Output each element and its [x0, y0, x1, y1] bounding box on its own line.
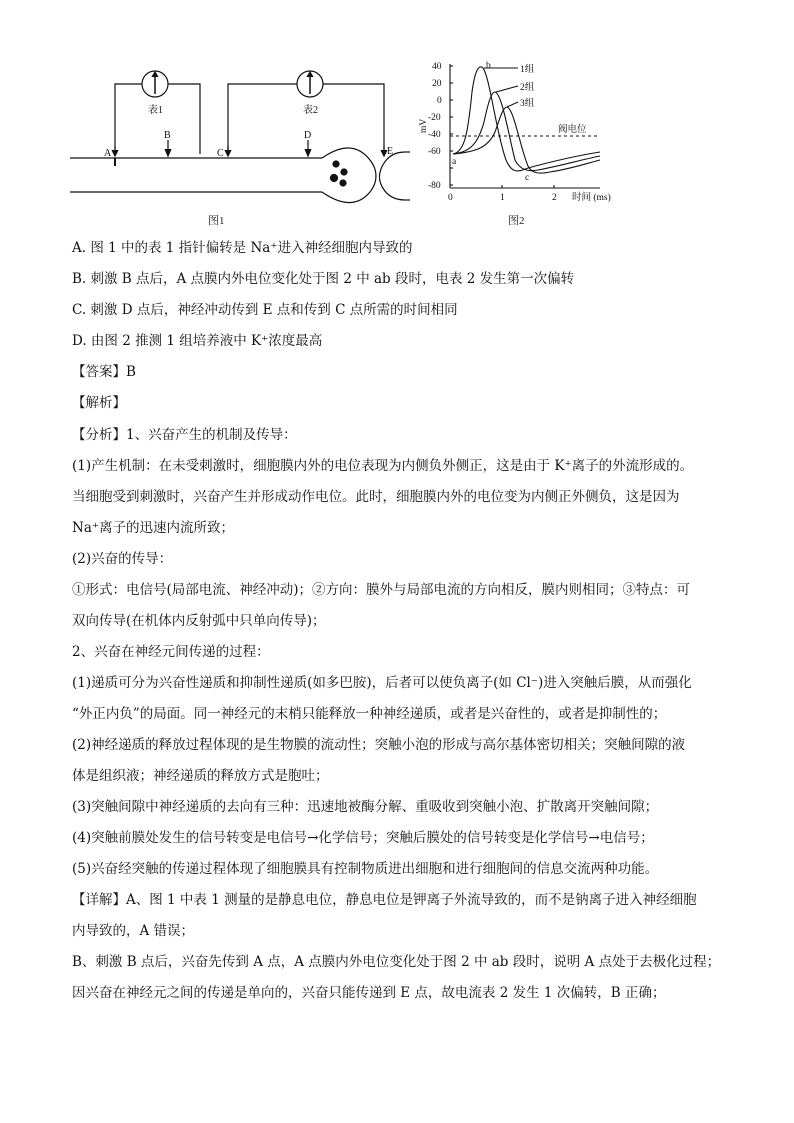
figure-1-caption: 图1: [208, 215, 225, 227]
point-c-label: C: [217, 148, 224, 159]
x-unit-label: 时间 (ms): [572, 193, 611, 203]
analysis-line: 因兴奋在神经元之间的传递是单向的，兴奋只能传递到 E 点，故电流表 2 发生 1 次偏转，B 正确；: [72, 985, 666, 1001]
curve-label-2: 2组: [520, 83, 535, 93]
point-label-c: c: [525, 173, 530, 183]
analysis-line: (4)突触前膜处发生的信号转变是电信号→化学信号；突触后膜处的信号转变是化学信号→电信号；: [72, 830, 654, 846]
meter-2-label: 表2: [303, 105, 318, 116]
y-tick-20: 20: [432, 79, 442, 89]
figures-area: [60, 52, 680, 232]
y-tick-neg80: -80: [428, 181, 441, 191]
option-b: B. 刺激 B 点后，A 点膜内外电位变化处于图 2 中 ab 段时，电表 2 发生第一次偏转: [72, 271, 575, 287]
analysis-line: (3)突触间隙中神经递质的去向有三种：迅速地被酶分解、重吸收到突触小泡、扩散离开突触间隙；: [72, 799, 659, 815]
answer-label: 【答案】: [72, 364, 126, 380]
analysis-line: ①形式：电信号(局部电流、神经冲动)；②方向：膜外与局部电流的方向相反，膜内则相同；③特点：可: [72, 582, 691, 598]
y-tick-neg60: -60: [428, 147, 441, 157]
analysis-line: (1)产生机制：在未受刺激时，细胞膜内外的电位表现为内侧负外侧正，这是由于 K⁺离子的外流形成的。: [72, 458, 694, 474]
analysis-line: (2)兴奋的传导：: [72, 551, 173, 567]
figure-1: [70, 71, 410, 203]
analysis-line: 2、兴奋在神经元间传递的过程：: [72, 644, 270, 660]
analysis-line: (2)神经递质的释放过程体现的是生物膜的流动性；突触小泡的形成与高尔基体密切相关；突触间隙的液: [72, 737, 686, 753]
x-tick-1: 1: [500, 193, 505, 203]
option-d: D. 由图 2 推测 1 组培养液中 K⁺浓度最高: [72, 333, 323, 349]
point-b-label: B: [164, 130, 171, 141]
threshold-label: 阀电位: [558, 125, 587, 135]
y-tick-neg20: -20: [428, 113, 441, 123]
figure-2-caption: 图2: [508, 215, 525, 227]
x-tick-2: 2: [552, 193, 557, 203]
y-tick-neg40: -40: [428, 130, 441, 140]
answer-value: B: [126, 364, 136, 380]
analysis-line: 内导致的，A 错误；: [72, 923, 195, 939]
y-tick-0: 0: [437, 96, 442, 106]
point-a-label: A: [104, 148, 112, 159]
answer-line: [72, 360, 136, 380]
x-tick-0: 0: [448, 193, 453, 203]
analysis-label: 【解析】: [72, 395, 126, 411]
option-a: A. 图 1 中的表 1 指针偏转是 Na⁺进入神经细胞内导致的: [72, 240, 413, 256]
y-tick-40: 40: [432, 62, 442, 72]
point-d-label: D: [304, 130, 312, 141]
analysis-line: 双向传导(在机体内反射弧中只单向传导)；: [72, 613, 326, 629]
point-e-label: E: [387, 146, 394, 157]
point-label-b: b: [486, 61, 491, 71]
curve-label-3: 3组: [520, 99, 535, 109]
meter-1-label: 表1: [148, 105, 163, 116]
curve-label-1: 1组: [520, 65, 535, 75]
analysis-line: (5)兴奋经突触的传递过程体现了细胞膜具有控制物质进出细胞和进行细胞间的信息交流两种功能。: [72, 861, 659, 877]
analysis-line: “外正内负”的局面。同一神经元的末梢只能释放一种神经递质，或者是兴奋性的，或者是抑制性的；: [72, 706, 667, 722]
option-c: C. 刺激 D 点后，神经冲动传到 E 点和传到 C 点所需的时间相同: [72, 302, 458, 318]
analysis-line: 当细胞受到刺激时，兴奋产生并形成动作电位。此时，细胞膜内外的电位变为内侧正外侧负，这是因为: [72, 489, 680, 505]
analysis-line: 【详解】A、图 1 中表 1 测量的是静息电位，静息电位是钾离子外流导致的，而不是钠离子进入神经细胞: [72, 892, 697, 908]
analysis-line: 【分析】1、兴奋产生的机制及传导：: [72, 427, 297, 443]
analysis-line: (1)递质可分为兴奋性递质和抑制性递质(如多巴胺)，后者可以使负离子(如 Cl⁻)进入突触后膜，从而强化: [72, 675, 692, 691]
analysis-line: 体是组织液；神经递质的释放方式是胞吐；: [72, 768, 329, 784]
point-label-a: a: [452, 157, 457, 167]
analysis-line: B、刺激 B 点后，兴奋先传到 A 点，A 点膜内外电位变化处于图 2 中 ab 段时，说明 A 点处于去极化过程；: [72, 954, 721, 970]
y-unit-label: mV: [419, 118, 429, 133]
analysis-line: Na⁺离子的迅速内流所致；: [72, 520, 234, 536]
